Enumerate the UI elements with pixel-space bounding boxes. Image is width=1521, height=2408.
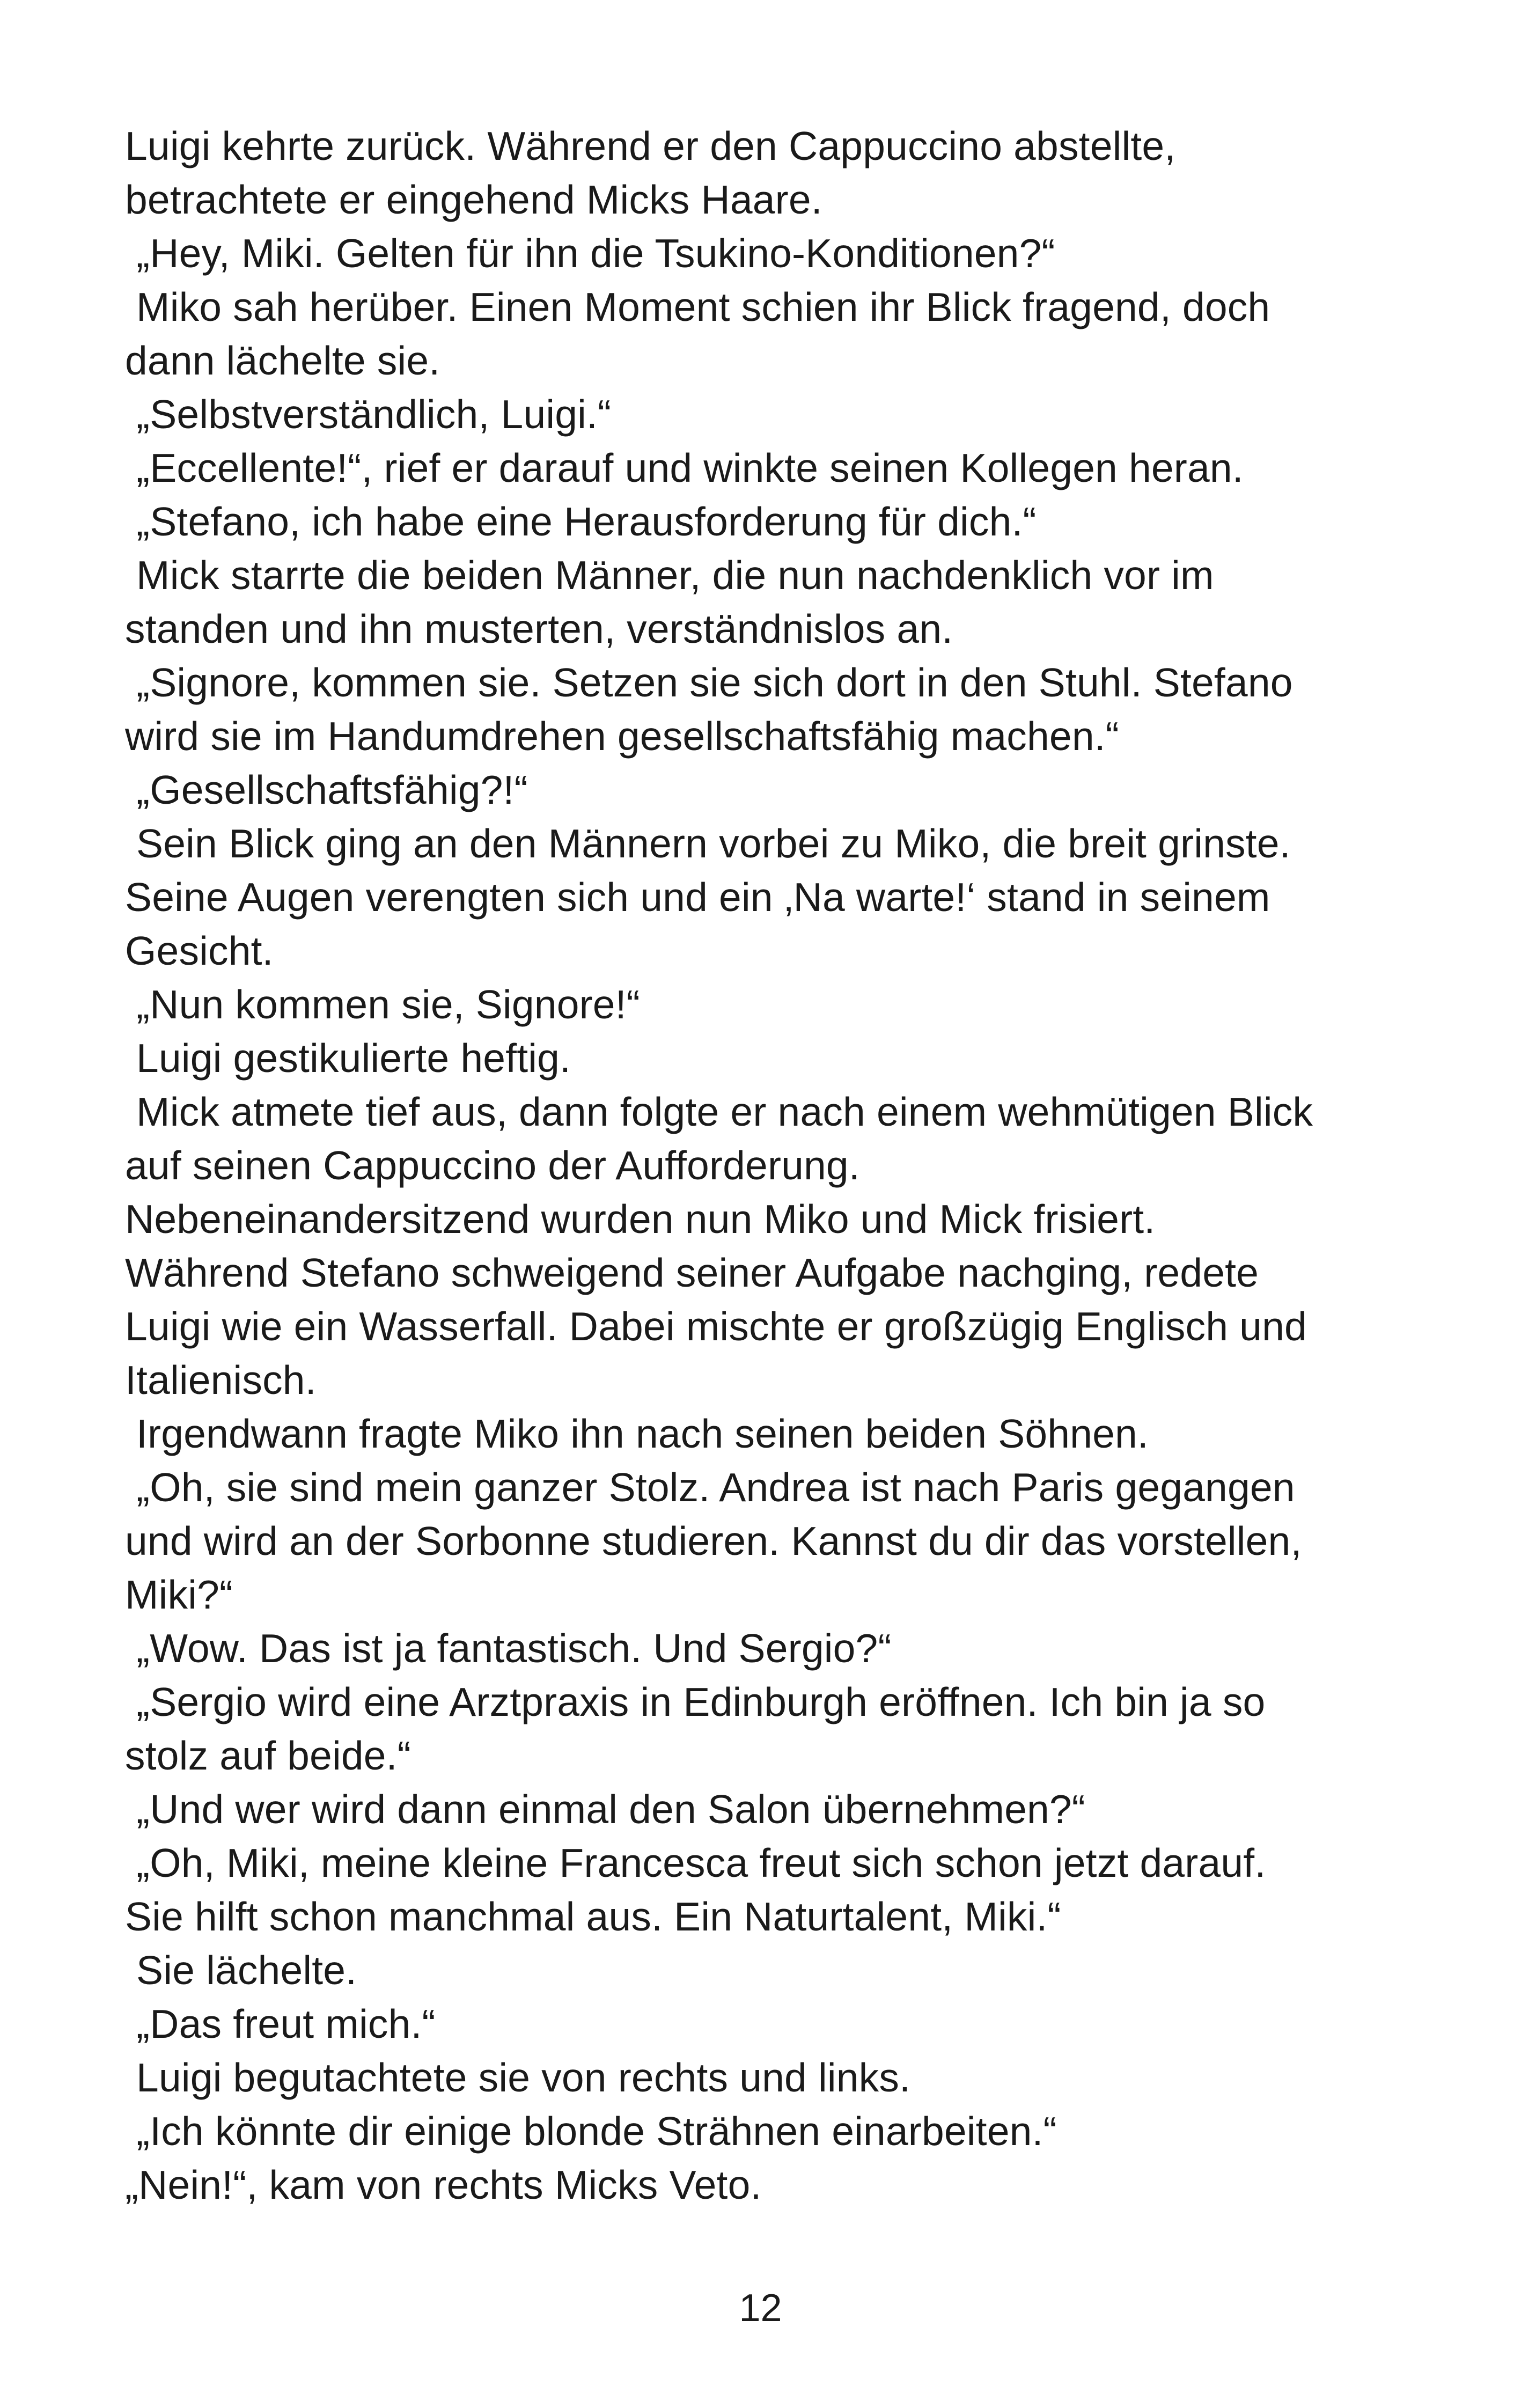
text-line: Nebeneinandersitzend wurden nun Miko und Mick frisiert.: [125, 1196, 1156, 1242]
text-line: „Nein!“, kam von rechts Micks Veto.: [125, 2162, 762, 2207]
text-line: Mick atmete tief aus, dann folgte er nach einem wehmütigen Blick: [125, 1089, 1313, 1134]
text-line: und wird an der Sorbonne studieren. Kannst du dir das vorstellen,: [125, 1518, 1302, 1563]
text-line: Miko sah herüber. Einen Moment schien ihr Blick fragend, doch: [125, 284, 1270, 329]
text-line: stolz auf beide.“: [125, 1733, 411, 1778]
text-line: „Oh, sie sind mein ganzer Stolz. Andrea ist nach Paris gegangen: [125, 1465, 1295, 1510]
text-line: Sein Blick ging an den Männern vorbei zu Miko, die breit grinste.: [125, 821, 1291, 866]
text-line: „Nun kommen sie, Signore!“: [125, 982, 640, 1027]
text-line: betrachtete er eingehend Micks Haare.: [125, 177, 822, 222]
text-line: „Hey, Miki. Gelten für ihn die Tsukino-Konditionen?“: [125, 231, 1055, 276]
text-line: „Ich könnte dir einige blonde Strähnen einarbeiten.“: [125, 2109, 1057, 2154]
text-line: Sie hilft schon manchmal aus. Ein Naturtalent, Miki.“: [125, 1894, 1061, 1939]
text-line: dann lächelte sie.: [125, 338, 440, 383]
text-line: „Wow. Das ist ja fantastisch. Und Sergio?“: [125, 1626, 892, 1671]
text-line: „Selbstverständlich, Luigi.“: [125, 392, 612, 437]
text-line: „Signore, kommen sie. Setzen sie sich dort in den Stuhl. Stefano: [125, 660, 1293, 705]
text-line: Während Stefano schweigend seiner Aufgabe nachging, redete: [125, 1250, 1259, 1295]
text-line: Luigi begutachtete sie von rechts und links.: [125, 2055, 911, 2100]
text-line: „Stefano, ich habe eine Herausforderung für dich.“: [125, 499, 1037, 544]
text-line: standen und ihn musterten, verständnislos an.: [125, 606, 953, 651]
text-line: auf seinen Cappuccino der Aufforderung.: [125, 1143, 860, 1188]
text-line: Seine Augen verengten sich und ein ‚Na warte!‘ stand in seinem: [125, 875, 1270, 920]
text-line: „Das freut mich.“: [125, 2001, 436, 2046]
page-number: 12: [739, 2287, 782, 2330]
text-line: Luigi wie ein Wasserfall. Dabei mischte er großzügig Englisch und: [125, 1304, 1307, 1349]
text-line: wird sie im Handumdrehen gesellschaftsfähig machen.“: [125, 714, 1119, 759]
text-line: Luigi gestikulierte heftig.: [125, 1036, 571, 1081]
text-line: Sie lächelte.: [125, 1948, 357, 1993]
text-line: Luigi kehrte zurück. Während er den Cappuccino abstellte,: [125, 123, 1176, 168]
text-line: „Sergio wird eine Arztpraxis in Edinburgh eröffnen. Ich bin ja so: [125, 1679, 1266, 1724]
text-line: Irgendwann fragte Miko ihn nach seinen beiden Söhnen.: [125, 1411, 1149, 1456]
body-text: [125, 119, 1413, 2212]
text-line: „Oh, Miki, meine kleine Francesca freut sich schon jetzt darauf.: [125, 1840, 1266, 1885]
text-line: Italienisch.: [125, 1357, 317, 1403]
text-line: „Und wer wird dann einmal den Salon übernehmen?“: [125, 1787, 1085, 1832]
text-line: Mick starrte die beiden Männer, die nun nachdenklich vor im: [125, 553, 1214, 598]
text-line: Miki?“: [125, 1572, 233, 1617]
text-line: „Gesellschaftsfähig?!“: [125, 767, 528, 812]
text-line: „Eccellente!“, rief er darauf und winkte seinen Kollegen heran.: [125, 445, 1244, 490]
text-line: Gesicht.: [125, 928, 274, 973]
